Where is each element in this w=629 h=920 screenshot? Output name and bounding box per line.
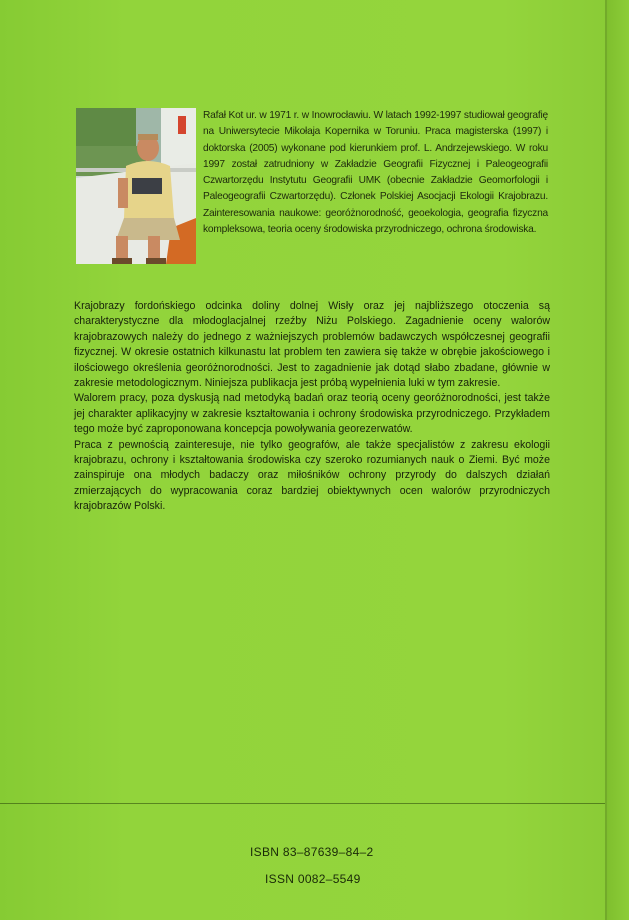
book-spine	[607, 0, 629, 920]
divider-line	[0, 803, 605, 804]
description-paragraph-3: Praca z pewnością zainteresuje, nie tylko geografów, ale także specjalistów z zakresu ekologii krajobrazu, ochrony i kształtowania środowiska czy szeroko rozumianych nauk o Ziemi. Być może zainspiruje ona młodych badaczy oraz miłośników ochrony przyrody do dalszych działań zmierzających do wypracowania coraz bardziej obiektywnych ocen walorów przyrodniczych krajobrazów Polski.	[74, 438, 550, 513]
book-description	[74, 299, 550, 515]
author-photo-illustration	[76, 108, 196, 264]
isbn-number: ISBN 83–87639–84–2	[250, 845, 374, 859]
author-bio: Rafał Kot ur. w 1971 r. w Inowrocławiu. W latach 1992-1997 studiował geografię na Uniwersytecie Mikołaja Kopernika w Toruniu. Praca magisterska (1997) i doktorska (2005) wykonane pod kierunkiem prof. L. Andrzejewskiego. W roku 1997 został zatrudniony w Zakładzie Geografii Fizycznej i Paleogeografii Czwartorzędu Instytutu Geografii UMK (obecnie Zakładzie Geomorfologii i Paleogeografii Czwartorzędu). Członek Polskiej Asocjacji Ekologii Krajobrazu. Zainteresowania naukowe: georóżnorodność, geoekologia, geografia fizyczna kompleksowa, teoria oceny środowiska przyrodniczego, ochrona środowiska.	[203, 110, 548, 236]
issn-number: ISSN 0082–5549	[265, 872, 361, 886]
description-paragraph-2: Walorem pracy, poza dyskusją nad metodyką badań oraz teorią oceny georóżnorodności, jest także jej charakter aplikacyjny w zakresie kształtowania i ochrony środowiska przyrodniczego. Przykładem tego może być zaproponowana koncepcja powoływania georezerwatów.	[74, 392, 550, 436]
description-paragraph-1: Krajobrazy fordońskiego odcinka doliny dolnej Wisły oraz jej najbliższego otoczenia są charakterystyczne dla młodoglacjalnej rzeźby Niżu Polskiego. Zagadnienie oceny walorów krajobrazowych należy do jednego z ważniejszych problemów badawczych współczesnej geografii fizycznej. W okresie ostatnich kilkunastu lat problem ten zawiera się także w obrębie jakościowego i ilościowego określenia georóżnorodności. Jest to zagadnienie jak dotąd słabo zbadane, głównie w zakresie metodologicznym. Niniejsza publikacja jest próbą wypełnienia luki w tym zakresie.	[74, 300, 550, 390]
author-photo	[76, 108, 196, 264]
